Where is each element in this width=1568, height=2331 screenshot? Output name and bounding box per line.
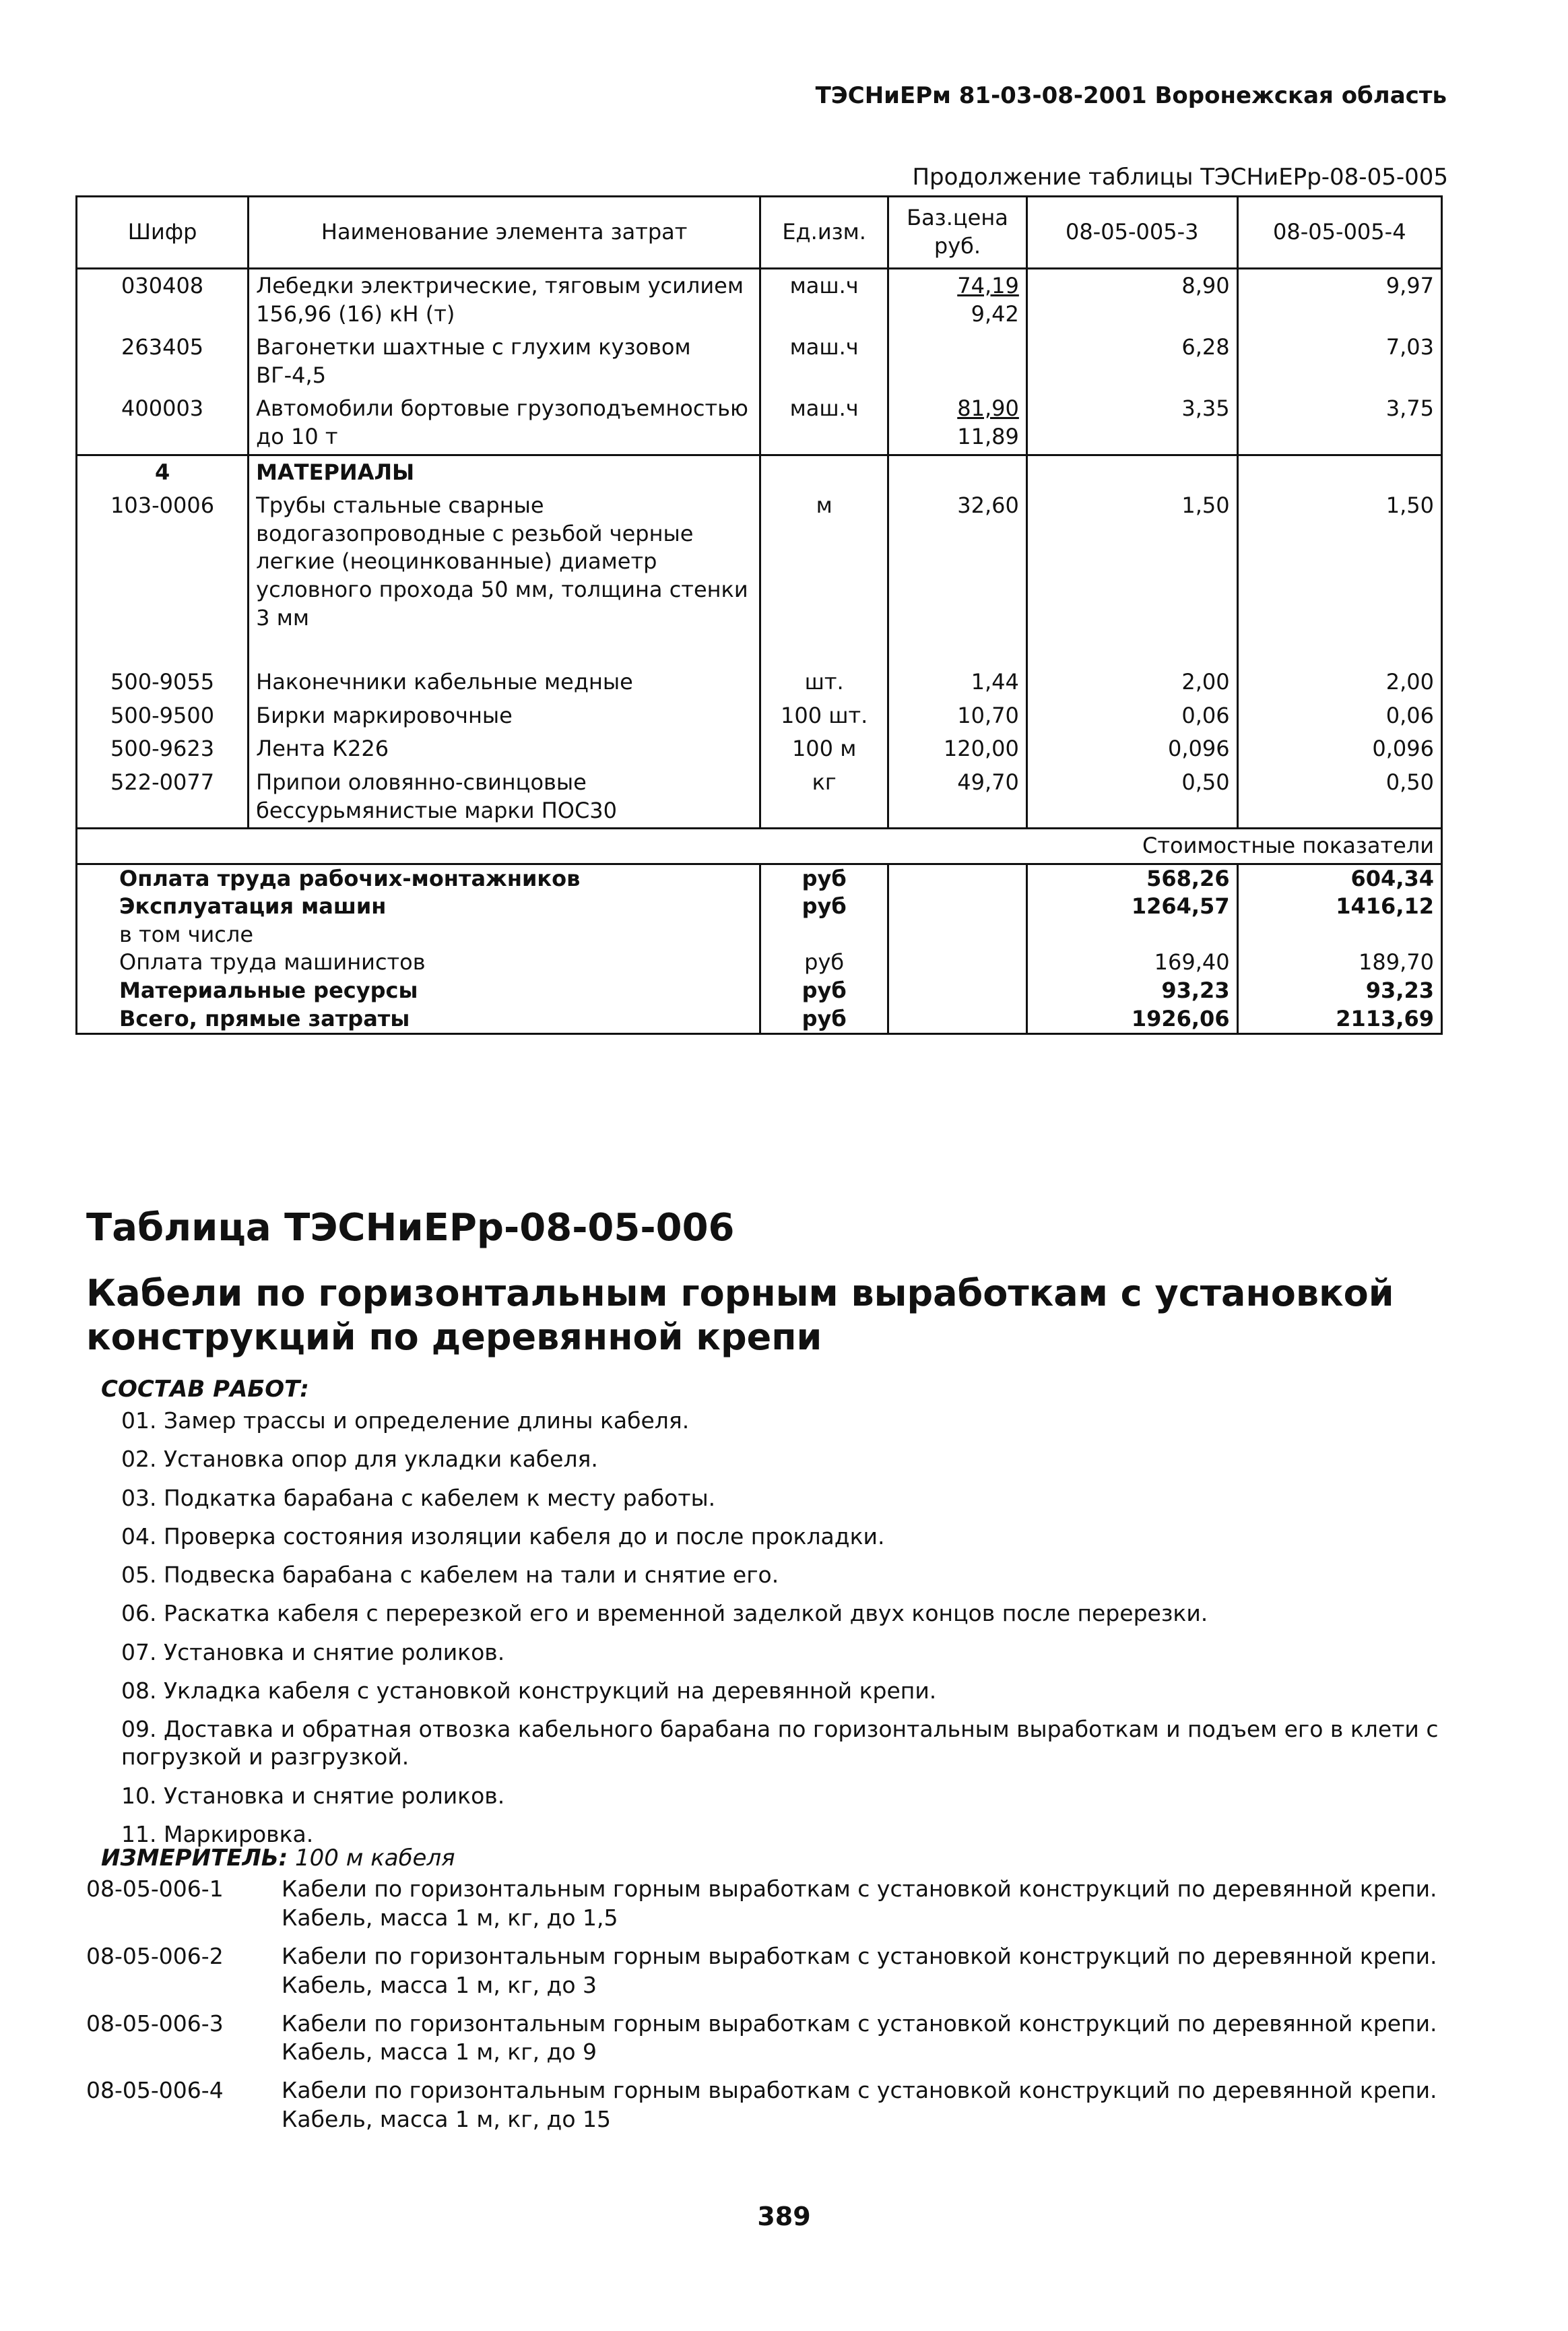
code-line: Кабель, масса 1 м, кг, до 15 xyxy=(282,2106,612,2133)
summary-row xyxy=(77,864,1442,893)
cell-name: Лебедки электрические, тяговым усилием 156,96 (16) кН (т) xyxy=(249,269,760,331)
meter-line xyxy=(101,1845,455,1872)
code-description xyxy=(282,1942,1453,2000)
indicators-caption-row xyxy=(77,829,1442,864)
code-line: Кабели по горизонтальным горным выработкам с установкой конструкций по деревянной крепи. xyxy=(282,2010,1437,2037)
code-line: Кабели по горизонтальным горным выработкам с установкой конструкций по деревянной крепи. xyxy=(282,1876,1437,1902)
code-line: Кабель, масса 1 м, кг, до 1,5 xyxy=(282,1904,618,1931)
code-line: Кабели по горизонтальным горным выработкам с установкой конструкций по деревянной крепи. xyxy=(282,1942,1437,1969)
table-row xyxy=(77,766,1442,829)
summary-unit: руб xyxy=(760,1005,888,1034)
price-wage-value: 11,89 xyxy=(957,423,1019,449)
cell-unit: маш.ч xyxy=(760,392,888,455)
code-id: 08-05-006-3 xyxy=(86,2010,224,2037)
work-list xyxy=(121,1407,1462,1859)
list-item: 04. Проверка состояния изоляции кабеля до и после прокладки. xyxy=(121,1523,885,1550)
list-item: 02. Установка опор для укладки кабеля. xyxy=(121,1446,598,1473)
code-row xyxy=(86,1942,1453,2000)
list-item: 03. Подкатка барабана с кабелем к месту работы. xyxy=(121,1484,716,1511)
cell-value-4: 0,096 xyxy=(1237,732,1441,766)
cell-unit: 100 шт. xyxy=(760,699,888,733)
summary-value-4: 189,70 xyxy=(1237,949,1441,977)
summary-label: Оплата труда рабочих-монтажников xyxy=(77,864,760,893)
code-line: Кабель, масса 1 м, кг, до 3 xyxy=(282,1971,597,1998)
cell-code: 500-9623 xyxy=(77,732,249,766)
code-row xyxy=(86,2076,1453,2134)
cell-name: Трубы стальные сварные водогазопроводные с резьбой черные легкие (неоцинкованные) диаметр условного прохода 50 мм, толщина стенки 3 мм xyxy=(249,489,760,666)
summary-value-4 xyxy=(1237,921,1441,949)
cell-name: Вагонетки шахтные с глухим кузовом ВГ-4,5 xyxy=(249,331,760,392)
price-wage-value: 9,42 xyxy=(971,300,1019,327)
cell-price: 1,44 xyxy=(888,666,1027,699)
cell-price: 49,70 xyxy=(888,766,1027,829)
summary-unit xyxy=(760,921,888,949)
cell-code: 263405 xyxy=(77,331,249,392)
col-header-price: Баз.цена руб. xyxy=(888,197,1027,269)
cell-name: Лента К226 xyxy=(249,732,760,766)
cell-unit: 100 м xyxy=(760,732,888,766)
price-value: 81,90 xyxy=(957,395,1019,422)
table-row xyxy=(77,732,1442,766)
cell-value-3: 8,90 xyxy=(1026,269,1237,331)
table-row xyxy=(77,331,1442,392)
code-row xyxy=(86,1875,1453,1933)
meter-label: ИЗМЕРИТЕЛЬ: xyxy=(101,1845,288,1872)
summary-value-3 xyxy=(1026,921,1237,949)
cell-value-3: 0,096 xyxy=(1026,732,1237,766)
table-row xyxy=(77,489,1442,666)
cell-name: Автомобили бортовые грузоподъемностью до 10 т xyxy=(249,392,760,455)
cell-price xyxy=(888,331,1027,392)
summary-value-3: 568,26 xyxy=(1026,864,1237,893)
code-id: 08-05-006-2 xyxy=(86,1942,224,1969)
cell-unit: маш.ч xyxy=(760,269,888,331)
table-continuation-caption: Продолжение таблицы ТЭСНиЕРр-08-05-005 xyxy=(912,164,1448,191)
summary-label: Оплата труда машинистов xyxy=(77,949,760,977)
code-id: 08-05-006-1 xyxy=(86,1876,224,1902)
cell-code: 103-0006 xyxy=(77,489,249,666)
summary-unit: руб xyxy=(760,864,888,893)
cell-value-3: 1,50 xyxy=(1026,489,1237,666)
code-line: Кабели по горизонтальным горным выработкам с установкой конструкций по деревянной крепи. xyxy=(282,2077,1437,2104)
section-title: МАТЕРИАЛЫ xyxy=(249,455,760,489)
summary-row xyxy=(77,949,1442,977)
summary-label: Материальные ресурсы xyxy=(77,977,760,1005)
cell-value-3: 2,00 xyxy=(1026,666,1237,699)
table-title: Таблица ТЭСНиЕРр-08-05-006 xyxy=(86,1206,735,1250)
cell-code: 030408 xyxy=(77,269,249,331)
summary-row xyxy=(77,977,1442,1005)
page-number: 389 xyxy=(757,2202,811,2231)
code-description xyxy=(282,2076,1453,2134)
cell-value-4: 9,97 xyxy=(1237,269,1441,331)
cell-price: 120,00 xyxy=(888,732,1027,766)
code-description xyxy=(282,1875,1453,1933)
cell-code: 400003 xyxy=(77,392,249,455)
summary-row xyxy=(77,1005,1442,1034)
cell-value-4: 1,50 xyxy=(1237,489,1441,666)
col-header-code: Шифр xyxy=(77,197,249,269)
list-item: 10. Установка и снятие роликов. xyxy=(121,1782,505,1809)
cell-value-3: 0,50 xyxy=(1026,766,1237,829)
summary-label: Эксплуатация машин xyxy=(77,893,760,921)
section-row-materials xyxy=(77,455,1442,489)
cell-price: 10,70 xyxy=(888,699,1027,733)
cell-price xyxy=(888,392,1027,455)
summary-label: Всего, прямые затраты xyxy=(77,1005,760,1034)
price-value: 74,19 xyxy=(957,273,1019,298)
table-header-row xyxy=(77,197,1442,269)
cell-unit: м xyxy=(760,489,888,666)
table-row xyxy=(77,392,1442,455)
cell-value-4: 0,50 xyxy=(1237,766,1441,829)
list-item: 06. Раскатка кабеля с перерезкой его и временной заделкой двух концов после перерезки. xyxy=(121,1600,1208,1627)
col-header-name: Наименование элемента затрат xyxy=(249,197,760,269)
table-row xyxy=(77,269,1442,331)
code-list xyxy=(86,1875,1453,2144)
section-code: 4 xyxy=(77,455,249,489)
cell-value-4: 3,75 xyxy=(1237,392,1441,455)
code-description xyxy=(282,2010,1453,2068)
meter-value: 100 м кабеля xyxy=(295,1845,455,1872)
cell-value-3: 3,35 xyxy=(1026,392,1237,455)
col-header-08-05-005-4: 08-05-005-4 xyxy=(1237,197,1441,269)
summary-unit: руб xyxy=(760,893,888,921)
table-description: Кабели по горизонтальным горным выработкам с установкой конструкций по деревянной крепи xyxy=(86,1272,1394,1358)
cell-value-4: 0,06 xyxy=(1237,699,1441,733)
code-line: Кабель, масса 1 м, кг, до 9 xyxy=(282,2039,597,2066)
list-item: 01. Замер трассы и определение длины кабеля. xyxy=(121,1407,690,1434)
col-header-08-05-005-3: 08-05-005-3 xyxy=(1026,197,1237,269)
cell-name: Наконечники кабельные медные xyxy=(249,666,760,699)
summary-value-4: 2113,69 xyxy=(1237,1005,1441,1034)
cell-name: Бирки маркировочные xyxy=(249,699,760,733)
summary-value-4: 93,23 xyxy=(1237,977,1441,1005)
summary-value-4: 1416,12 xyxy=(1237,893,1441,921)
col-header-unit: Ед.изм. xyxy=(760,197,888,269)
summary-value-3: 1926,06 xyxy=(1026,1005,1237,1034)
cell-price xyxy=(888,269,1027,331)
indicators-caption: Стоимостные показатели xyxy=(77,829,1442,864)
summary-value-3: 93,23 xyxy=(1026,977,1237,1005)
code-id: 08-05-006-4 xyxy=(86,2077,224,2104)
summary-value-4: 604,34 xyxy=(1237,864,1441,893)
cell-code: 500-9500 xyxy=(77,699,249,733)
cell-value-4: 7,03 xyxy=(1237,331,1441,392)
cell-value-3: 6,28 xyxy=(1026,331,1237,392)
table-row xyxy=(77,666,1442,699)
cost-table xyxy=(75,195,1443,1035)
list-item: 05. Подвеска барабана с кабелем на тали и снятие его. xyxy=(121,1562,779,1588)
cell-price: 32,60 xyxy=(888,489,1027,666)
code-row xyxy=(86,2010,1453,2068)
cell-unit: маш.ч xyxy=(760,331,888,392)
running-header: ТЭСНиЕРм 81-03-08-2001 Воронежская область xyxy=(815,82,1447,109)
work-composition-label: СОСТАВ РАБОТ: xyxy=(101,1376,309,1403)
cell-code: 500-9055 xyxy=(77,666,249,699)
cell-value-3: 0,06 xyxy=(1026,699,1237,733)
list-item: 08. Укладка кабеля с установкой конструкций на деревянной крепи. xyxy=(121,1677,937,1704)
summary-unit: руб xyxy=(760,977,888,1005)
table-row xyxy=(77,699,1442,733)
list-item: 09. Доставка и обратная отвозка кабельного барабана по горизонтальным выработкам и подъем его в клети с погрузкой и разгрузкой. xyxy=(121,1716,1439,1770)
summary-value-3: 1264,57 xyxy=(1026,893,1237,921)
summary-unit: руб xyxy=(760,949,888,977)
list-item: 07. Установка и снятие роликов. xyxy=(121,1638,505,1665)
cell-code: 522-0077 xyxy=(77,766,249,829)
cell-value-4: 2,00 xyxy=(1237,666,1441,699)
cell-unit: кг xyxy=(760,766,888,829)
list-item: 11. Маркировка. xyxy=(121,1820,314,1847)
summary-row xyxy=(77,921,1442,949)
cell-unit: шт. xyxy=(760,666,888,699)
cell-name: Припои оловянно-свинцовые бессурьмянистые марки ПОС30 xyxy=(249,766,760,829)
summary-label: в том числе xyxy=(77,921,760,949)
summary-row xyxy=(77,893,1442,921)
summary-value-3: 169,40 xyxy=(1026,949,1237,977)
